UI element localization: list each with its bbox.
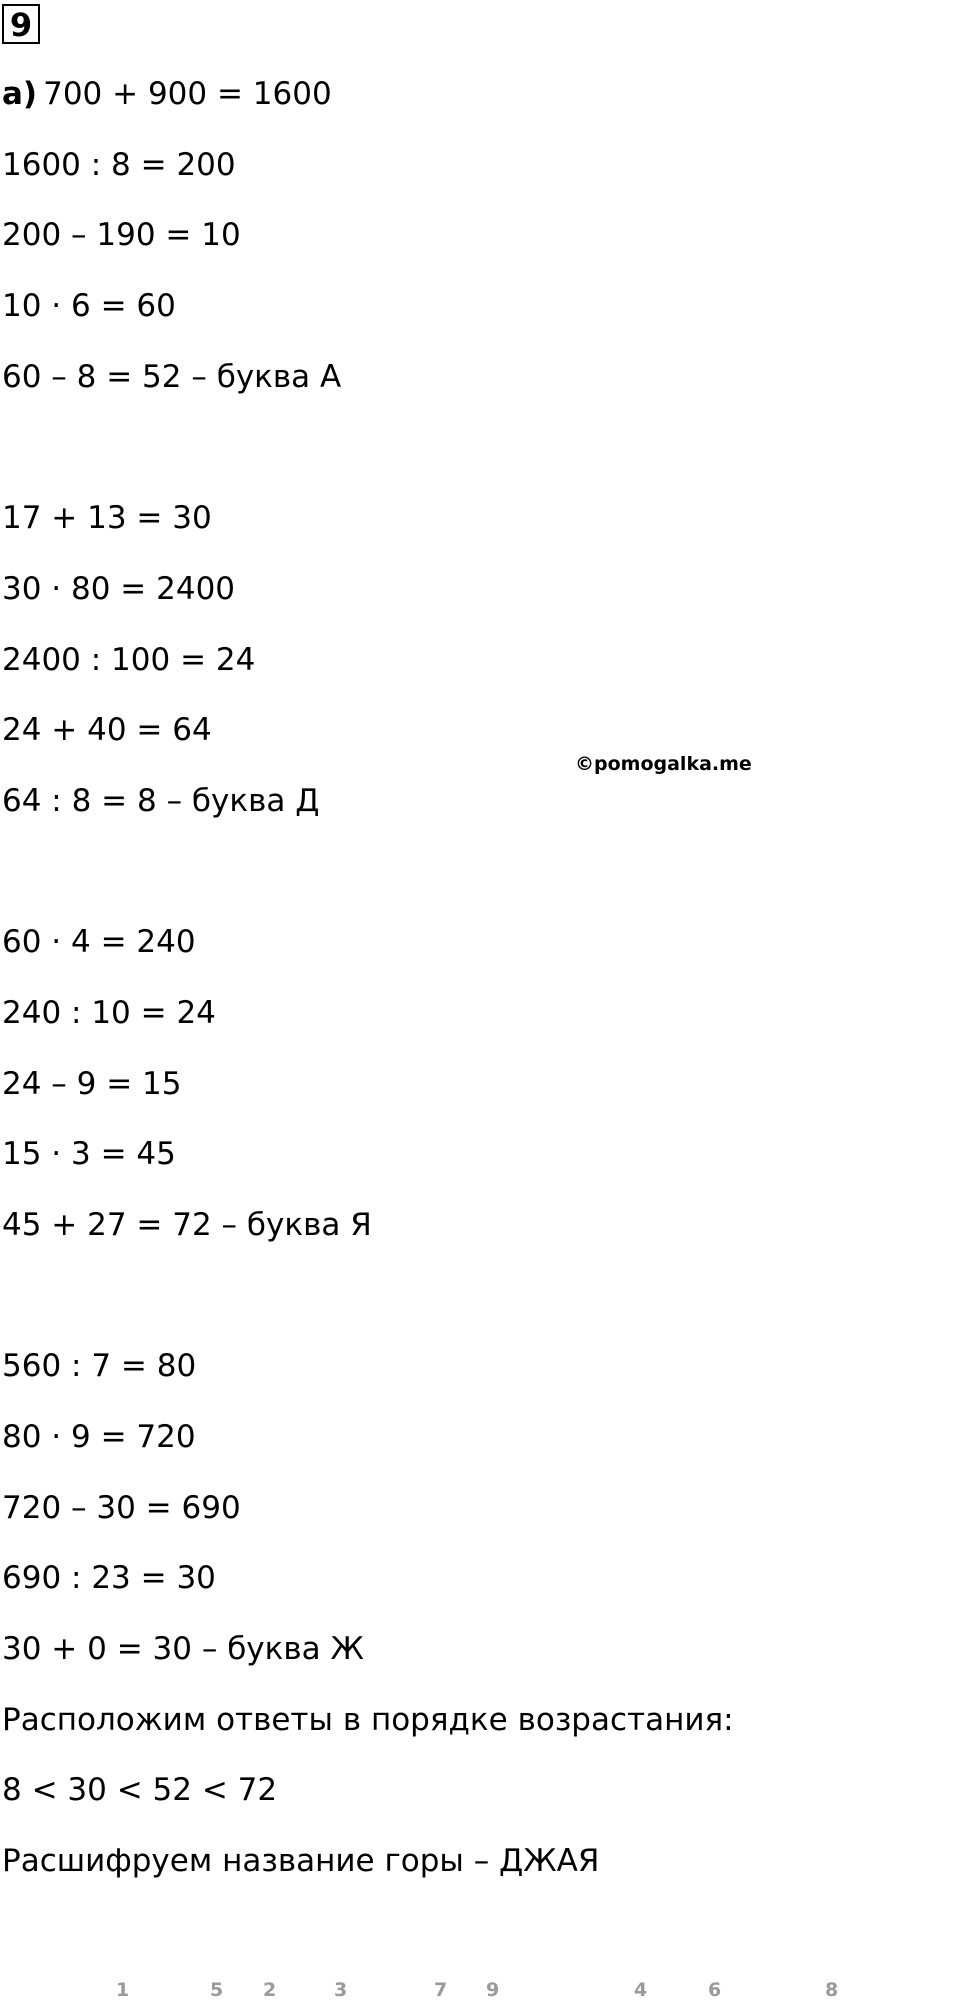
equation-text: 700 + 900 = 1600 — [43, 76, 332, 112]
footer-number: 6 — [708, 1979, 722, 2001]
solution-line: 17 + 13 = 30 — [2, 500, 212, 536]
solution-line: 10 · 6 = 60 — [2, 288, 176, 324]
solution-line: 60 – 8 = 52 – буква А — [2, 359, 342, 395]
solution-line: 30 + 0 = 30 – буква Ж — [2, 1631, 364, 1667]
solution-line: 560 : 7 = 80 — [2, 1348, 197, 1384]
footer-number: 7 — [434, 1979, 448, 2001]
solution-line: 15 · 3 = 45 — [2, 1136, 176, 1172]
solution-line: 2400 : 100 = 24 — [2, 642, 256, 678]
footer-number: 3 — [334, 1979, 348, 2001]
solution-line: 24 – 9 = 15 — [2, 1066, 182, 1102]
solution-line: 690 : 23 = 30 — [2, 1560, 216, 1596]
footer-number: 8 — [825, 1979, 839, 2001]
inequality-line: 8 < 30 < 52 < 72 — [2, 1772, 278, 1808]
solution-line: 64 : 8 = 8 – буква Д — [2, 783, 320, 819]
part-label: а) — [2, 76, 38, 112]
footer-number: 4 — [634, 1979, 648, 2001]
answer-line: Расшифруем название горы – ДЖАЯ — [2, 1843, 600, 1879]
watermark: ©pomogalka.me — [575, 753, 752, 775]
solution-line: 1600 : 8 = 200 — [2, 147, 236, 183]
solution-line: 24 + 40 = 64 — [2, 712, 212, 748]
solution-line: 60 · 4 = 240 — [2, 924, 196, 960]
task-number-box: 9 — [2, 4, 40, 44]
conclusion-line: Расположим ответы в порядке возрастания: — [2, 1702, 734, 1738]
footer-number: 1 — [116, 1979, 130, 2001]
solution-line: 45 + 27 = 72 – буква Я — [2, 1207, 372, 1243]
solution-line: 720 – 30 = 690 — [2, 1490, 241, 1526]
solution-line: 200 – 190 = 10 — [2, 217, 241, 253]
solution-line: 30 · 80 = 2400 — [2, 571, 236, 607]
solution-line: 80 · 9 = 720 — [2, 1419, 196, 1455]
footer-number: 9 — [486, 1979, 500, 2001]
solution-line — [2, 74, 332, 114]
footer-number: 5 — [210, 1979, 224, 2001]
solution-line: 240 : 10 = 24 — [2, 995, 216, 1031]
footer-number: 2 — [263, 1979, 277, 2001]
